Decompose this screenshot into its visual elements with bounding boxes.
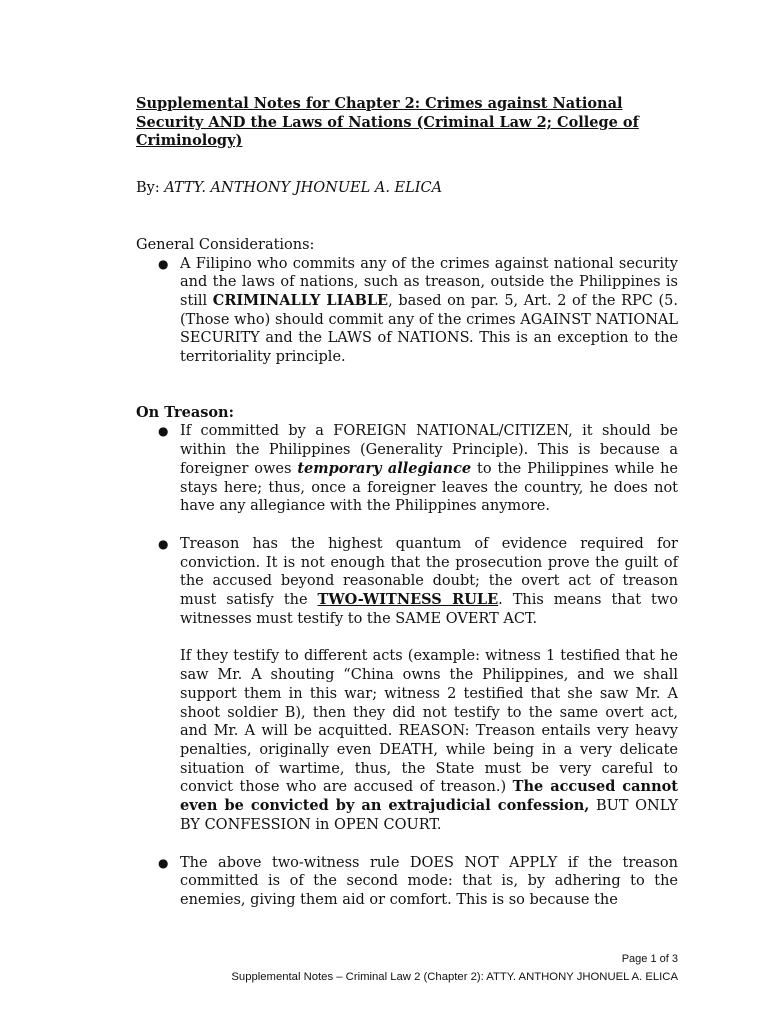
on-treason-heading: On Treason: (136, 403, 234, 421)
emphasis-extrajudicial-confession: The accused cannot even be convicted by an extrajudicial confession, (180, 778, 678, 815)
bullet-icon: ● (158, 536, 169, 551)
emphasis-two-witness-rule: TWO-WITNESS RULE (317, 591, 499, 609)
treason-list (136, 422, 678, 909)
emphasis-temporary-allegiance: temporary allegiance (297, 459, 472, 477)
byline-prefix: By: (136, 180, 165, 197)
list-item (136, 535, 678, 835)
general-considerations-heading: General Considerations: (136, 236, 315, 253)
bullet-icon: ● (158, 855, 169, 870)
paragraph: Treason has the highest quantum of evidence required for conviction. It is not enough that the prosecution prove the guilt of the accused beyond reasonable doubt; the overt act of treason must satisfy the TWO-WITNESS RULE. This means that two witnesses must testify to the SAME OVERT ACT. (180, 535, 679, 627)
general-considerations-list (136, 255, 678, 367)
page-number: Page 1 of 3 (621, 953, 678, 965)
document-title: Supplemental Notes for Chapter 2: Crimes against National Security AND the Laws of Nations (Criminal Law 2; College of Criminology) (136, 95, 639, 150)
paragraph: If they testify to different acts (example: witness 1 testified that he saw Mr. A shouting “China owns the Philippines, and we shall support them in this war; witness 2 testified that she saw Mr. A shoot soldier B), then they did not testify to the same overt act, and Mr. A will be acquitted. REASON: Treason entails very heavy penalties, originally even DEATH, while being in a very delicate situation of wartime, thus, the State must be very careful to convict those who are accused of treason.) The accused cannot even be convicted by an extrajudicial confession, BUT ONLY BY CONFESSION in OPEN COURT. (180, 648, 678, 833)
list-item: ● A Filipino who commits any of the crimes against national security and the laws of nations, such as treason, outside the Philippines is still CRIMINALLY LIABLE, based on par. 5, Art. 2 of the RPC (5. (Those who) should commit any of the crimes AGAINST NATIONAL SECURITY and the LAWS of NATIONS. This is an exception to the territoriality principle. (158, 255, 678, 366)
list-item: ● If committed by a FOREIGN NATIONAL/CITIZEN, it should be within the Philippines (Generality Principle). This is because a foreigner owes temporary allegiance to the Philippines while he stays here; thus, once a foreigner leaves the country, he does not have any allegiance with the Philippines anymore. (158, 423, 679, 515)
bullet-icon: ● (158, 424, 169, 439)
document-body (136, 95, 678, 910)
list-item: ● The above two-witness rule DOES NOT APPLY if the treason committed is of the second mode: that is, by adhering to the enemies, giving them aid or comfort. This is so because the (158, 854, 678, 908)
bullet-icon: ● (158, 256, 169, 271)
author-name: ATTY. ANTHONY JHONUEL A. ELICA (164, 180, 443, 197)
running-footer: Supplemental Notes – Criminal Law 2 (Chapter 2): ATTY. ANTHONY JHONUEL A. ELICA (231, 971, 678, 983)
emphasis-criminally-liable: CRIMINALLY LIABLE (212, 291, 389, 309)
byline (136, 179, 678, 198)
